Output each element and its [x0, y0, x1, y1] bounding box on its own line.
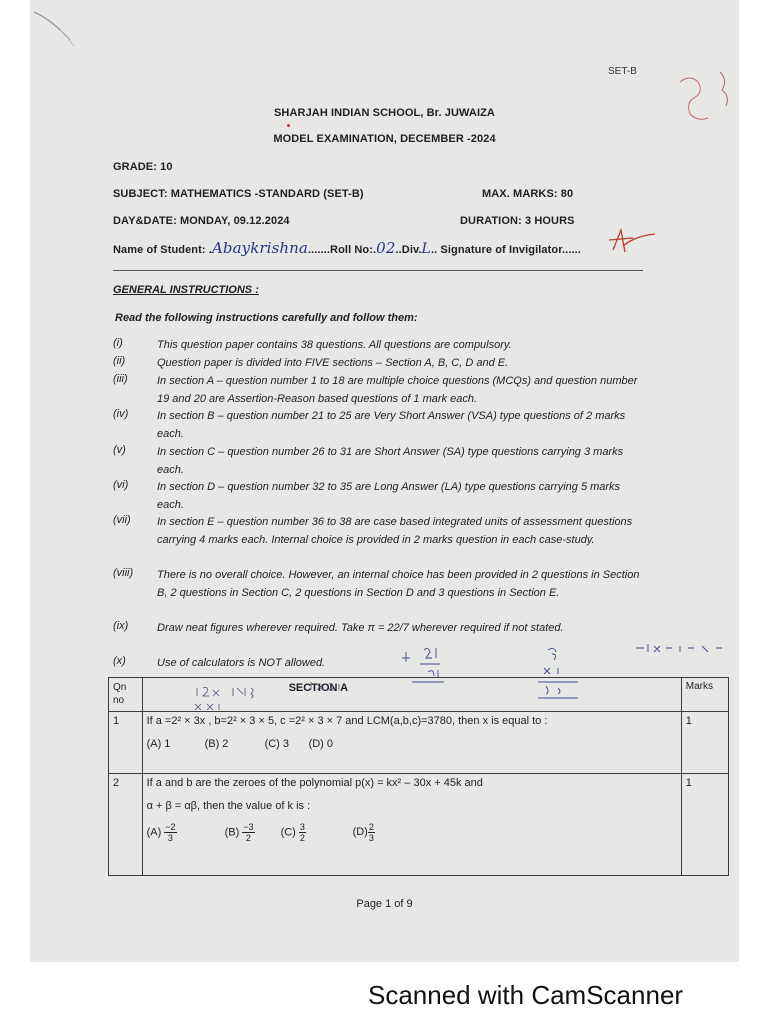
grade: GRADE: 10 — [113, 161, 173, 173]
div-dots: .. — [430, 244, 438, 256]
invigilator-signature — [605, 226, 660, 256]
exam-title: MODEL EXAMINATION, DECEMBER -2024 — [273, 133, 496, 145]
division-handwritten: L — [421, 241, 431, 257]
denominator: 2 — [299, 833, 305, 843]
denominator: 2 — [245, 833, 251, 843]
red-dot-mark — [287, 124, 290, 127]
exam-paper — [30, 0, 739, 962]
option-label: (A) — [146, 826, 162, 839]
option-label: (D) — [352, 826, 368, 839]
options-row — [147, 822, 677, 843]
numerator: −2 — [165, 822, 176, 832]
table-row-q2 — [109, 774, 729, 876]
paper-crease-mark — [30, 0, 110, 55]
denominator: 3 — [368, 833, 374, 843]
div-label: Div. — [401, 244, 422, 256]
section-title: SECTION A — [288, 682, 349, 694]
option-c: (C) 3 — [264, 738, 290, 750]
instruction-text: This question paper contains 38 questions. All questions are compulsory. — [157, 339, 512, 351]
option-a: (A) 1 — [146, 738, 171, 750]
instruction-text: In section D – question number 32 to 35 are Long Answer (LA) type questions carrying 5 marks each. — [157, 481, 621, 511]
questions-table — [108, 677, 729, 876]
question-marks: 1 — [681, 712, 728, 774]
page-number: Page 1 of 9 — [356, 898, 413, 910]
numerator: 2 — [368, 822, 374, 832]
instruction-text: In section E – question number 36 to 38 are case based integrated units of assessment questions carrying 4 marks each. Internal choice is provided in 2 marks question in each case-study. — [157, 516, 633, 546]
options-row — [147, 738, 677, 750]
section-header-cell — [142, 678, 681, 712]
duration: DURATION: 3 HOURS — [460, 215, 575, 227]
signature-dots: ...... — [562, 244, 581, 256]
question-number: 1 — [109, 712, 143, 774]
max-marks: MAX. MARKS: 80 — [482, 188, 574, 200]
fraction — [164, 822, 176, 843]
school-name: SHARJAH INDIAN SCHOOL, Br. JUWAIZA — [274, 107, 495, 119]
table-header-row — [109, 678, 729, 712]
instruction-text: In section A – question number 1 to 18 are multiple choice questions (MCQs) and question number 19 and 20 are Assertion-Reason based questions of 1 mark each. — [157, 375, 638, 405]
camscanner-watermark: Scanned with CamScanner — [368, 980, 684, 1010]
option-c — [281, 822, 353, 843]
question-marks: 1 — [681, 774, 728, 876]
instruction-number: (x) — [113, 655, 126, 667]
fraction — [368, 822, 375, 843]
instruction-text: In section C – question number 26 to 31 are Short Answer (SA) type questions carrying 3 marks each. — [157, 446, 624, 476]
numerator: −3 — [243, 822, 254, 832]
question-cell — [142, 774, 681, 876]
question-text: If a and b are the zeroes of the polynomial p(x) = kx² – 30x + 45k and — [146, 777, 483, 789]
instruction-text: Draw neat figures wherever required. Take π = 22/7 wherever required if not stated. — [157, 622, 564, 634]
table-row-q1 — [109, 712, 729, 774]
question-cell — [142, 712, 681, 774]
pencil-scribble — [670, 62, 740, 132]
set-label: SET-B — [608, 66, 637, 77]
qn-no-header: Qn no — [109, 678, 143, 712]
day-date: DAY&DATE: MONDAY, 09.12.2024 — [113, 215, 290, 227]
instruction-number: (i) — [113, 337, 123, 349]
marks-header: Marks — [681, 678, 728, 712]
instruction-text: Use of calculators is NOT allowed. — [157, 657, 326, 669]
option-b: (B) 2 — [204, 738, 229, 750]
option-label: (C) — [280, 826, 296, 839]
fraction — [242, 822, 254, 843]
instruction-number: (v) — [113, 444, 126, 456]
denominator: 3 — [167, 833, 173, 843]
instruction-number: (ii) — [113, 355, 126, 367]
student-name-handwritten: Abaykrishna — [211, 239, 308, 257]
instruction-number: (vi) — [113, 479, 129, 491]
roll-dots: .. — [395, 244, 402, 256]
numerator: 3 — [299, 822, 305, 832]
option-a — [147, 822, 225, 843]
option-label: (B) — [224, 826, 240, 839]
fraction — [299, 822, 306, 843]
roll-number-handwritten: 02 — [376, 239, 396, 257]
header-scribbles — [193, 680, 393, 710]
instruction-number: (vii) — [113, 514, 131, 526]
instructions-intro: Read the following instructions carefully and follow them: — [115, 312, 418, 324]
option-b — [225, 822, 281, 843]
subject: SUBJECT: MATHEMATICS -STANDARD (SET-B) — [113, 188, 364, 200]
instruction-text: In section B – question number 21 to 25 are Very Short Answer (VSA) type questions of 2 marks each. — [157, 410, 626, 440]
instruction-text: There is no overall choice. However, an internal choice has been provided in 2 questions in Section B, 2 questions in Section C, 2 questions in Section D and 3 questions in Section E. — [157, 569, 640, 599]
option-d — [352, 822, 375, 843]
roll-label: Roll No:. — [330, 244, 377, 256]
instruction-number: (iii) — [113, 373, 128, 385]
instruction-text: Question paper is divided into FIVE sections – Section A, B, C, D and E. — [157, 357, 509, 369]
option-d: (D) 0 — [308, 738, 334, 750]
name-dots: ....... — [307, 244, 331, 256]
instruction-number: (iv) — [113, 408, 129, 420]
instruction-number: (viii) — [113, 567, 134, 579]
question-text: If a =2² × 3x , b=2² × 3 × 5, c =2² × 3 × 7 and LCM(a,b,c)=3780, then x is equal to : — [146, 715, 548, 727]
student-info-line — [113, 239, 581, 257]
name-label: Name of Student: . — [113, 244, 212, 256]
question-text-continued: α + β = αβ, then the value of k is : — [146, 800, 311, 812]
question-number: 2 — [109, 774, 143, 876]
signature-label: Signature of Invigilator — [440, 244, 563, 256]
instruction-number: (ix) — [113, 620, 129, 632]
instructions-title: GENERAL INSTRUCTIONS : — [113, 284, 259, 296]
header-divider — [113, 270, 643, 271]
